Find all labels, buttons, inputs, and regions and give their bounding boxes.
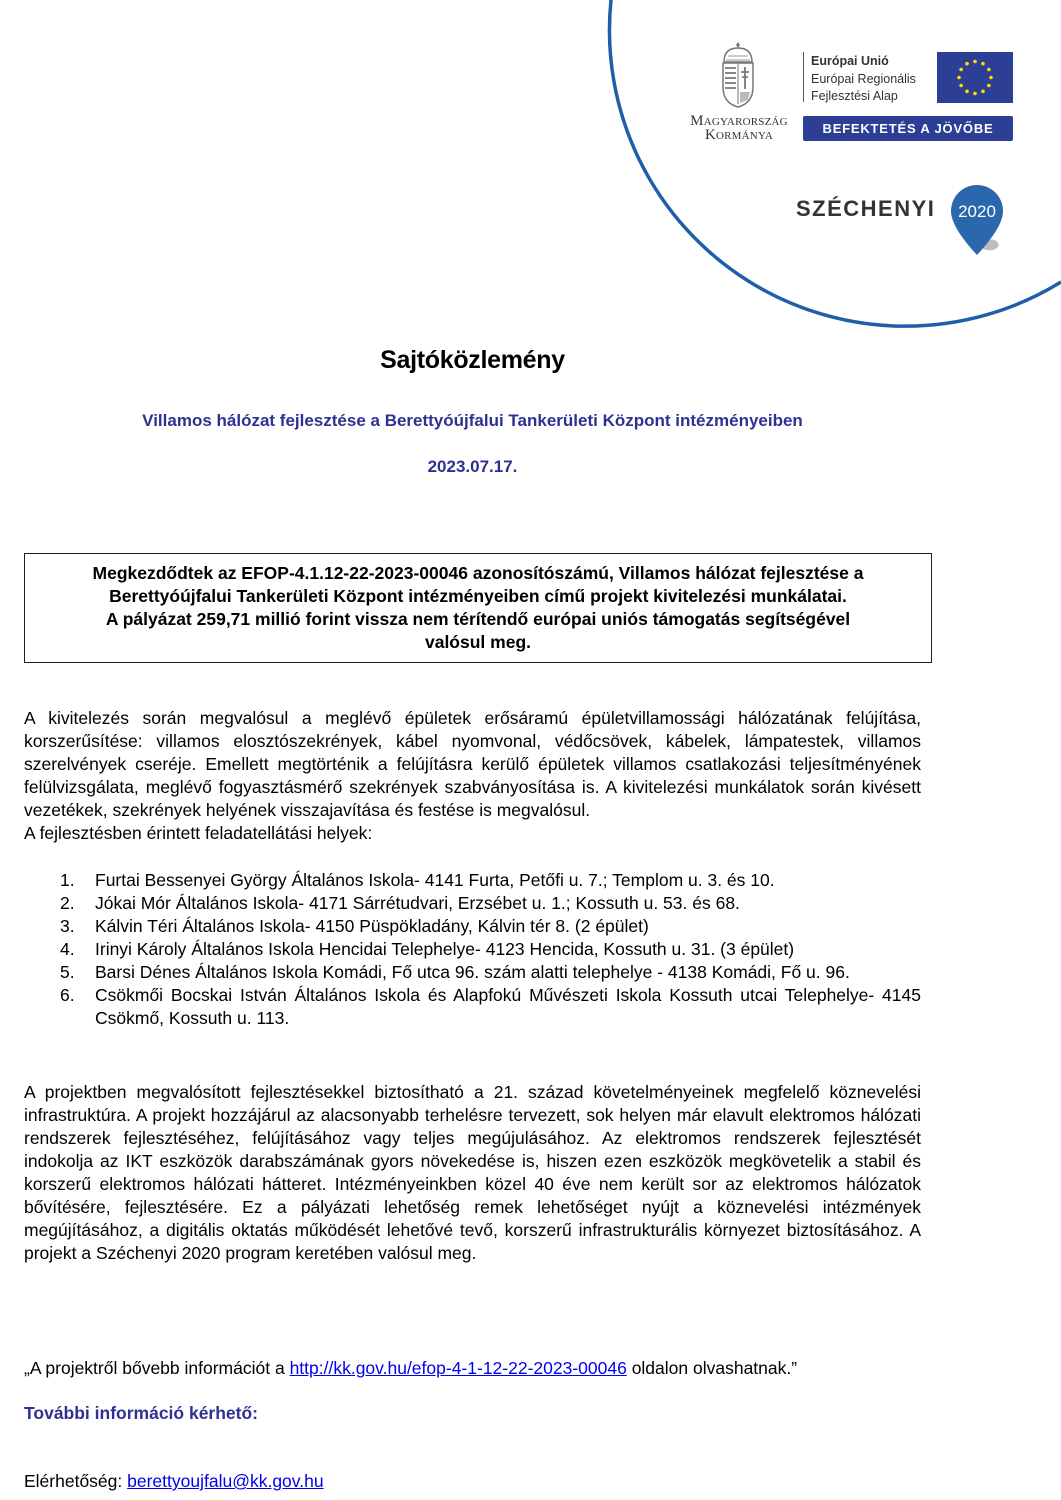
szechenyi-2020-pin-icon xyxy=(949,183,1005,258)
eu-logo-line1: Európai Unió xyxy=(811,54,889,68)
eu-star-icon xyxy=(965,62,969,66)
body-paragraph-1 xyxy=(24,707,921,845)
hungarian-coat-of-arms-icon xyxy=(718,40,758,110)
page-title: Sajtóközlemény xyxy=(380,346,565,374)
list-number: 3. xyxy=(60,916,75,936)
eu-logo-text xyxy=(811,53,916,106)
list-number: 2. xyxy=(60,893,75,913)
eu-star-icon xyxy=(973,92,977,96)
eu-star-icon xyxy=(981,62,985,66)
quote-text-after: oldalon olvashatnak.” xyxy=(626,1358,798,1378)
paragraph-1-text: A kivitelezés során megvalósul a meglévő épületek erősáramú épületvillamossági hálózatának felújítása, korszerűsítése: villamos elosztószekrények, kábel nyomvonal, védőcsövek, kábelek, lámpatestek, villamos szerelvények cseréje. Emellett megtörténik a felújításra kerülő épületek villamos csatlakozási teljesítményének felülvizsgálata, meglévő fogyasztásmérő szekrények szabványosítása is. A kivitelezési munkálatok során kivésett vezetékek, szekrények helyének visszajavítása és festése is megvalósul. xyxy=(24,708,921,820)
list-item-text: Barsi Dénes Általános Iskola Komádi, Fő utca 96. szám alatti telephelye - 4138 Komádi, Fő u. 96. xyxy=(95,962,850,982)
eu-star-icon xyxy=(987,68,991,72)
eu-flag-icon xyxy=(937,52,1013,103)
lead-line: A pályázat 259,71 millió forint vissza nem térítendő európai uniós támogatás segítségével xyxy=(105,609,851,629)
contact-label: Elérhetőség: xyxy=(24,1471,128,1491)
list-item xyxy=(24,915,921,938)
list-item xyxy=(24,869,921,892)
project-info-quote xyxy=(24,1357,797,1380)
eu-star-icon xyxy=(965,90,969,94)
locations-intro: A fejlesztésben érintett feladatellátási helyek: xyxy=(24,823,373,843)
eu-logo-line3: Fejlesztési Alap xyxy=(811,89,898,103)
document-subtitle: Villamos hálózat fejlesztése a Berettyóújfalui Tankerületi Központ intézményeiben xyxy=(142,411,803,430)
lead-line: valósul meg. xyxy=(424,632,531,652)
document-date: 2023.07.17. xyxy=(427,457,518,476)
list-item-text: Kálvin Téri Általános Iskola- 4150 Püspökladány, Kálvin tér 8. (2 épület) xyxy=(95,916,649,936)
more-info-heading: További információ kérhető: xyxy=(24,1403,259,1423)
eu-star-icon xyxy=(957,76,961,80)
szechenyi-year: 2020 xyxy=(958,202,996,221)
eu-logo-line2: Európai Regionális xyxy=(811,71,916,86)
list-item xyxy=(24,938,921,961)
eu-slogan-banner: BEFEKTETÉS A JÖVŐBE xyxy=(803,116,1013,141)
government-logo-text xyxy=(684,114,794,142)
list-number: 1. xyxy=(60,870,75,890)
list-number: 4. xyxy=(60,939,75,959)
list-item xyxy=(24,892,921,915)
list-item xyxy=(24,961,921,984)
list-item-text: Csökmői Bocskai István Általános Iskola és Alapfokú Művészeti Iskola Kossuth utcai Telephelye- 4145 Csökmő, Kossuth u. 113. xyxy=(95,985,921,1028)
gov-name-line1: Magyarország xyxy=(690,113,788,129)
contact-line xyxy=(24,1471,324,1492)
list-number: 5. xyxy=(60,962,75,982)
body-paragraph-2: A projektben megvalósított fejlesztésekkel biztosítható a 21. század követelményeinek megfelelő köznevelési infrastruktúra. A projekt hozzájárul az alacsonyabb terhelésre tervezett, sok helyen már elavult elektromos hálózati rendszerek fejlesztéséhez, felújításához vagy teljes megújulásához. Az elektromos rendszerek fejlesztését indokolja az IKT eszközök darabszámának gyors növekedése is, hiszen ezen eszközök megkövetelik a stabil és korszerű elektromos hálózati hátteret. Intézményeinkben közel 40 éve nem került sor az elektromos hálózatok bővítésére, fejlesztésére. Ez a pályázati lehetőség remek lehetőséget nyújt a köznevelési intézmények megújításához, a digitális oktatás működését lehetővé tevő, korszerű infrastrukturális környezet biztosításához. A projekt a Széchenyi 2020 program keretében valósul meg. xyxy=(24,1082,921,1263)
eu-star-icon xyxy=(981,90,985,94)
contact-email-link[interactable]: berettyoujfalu@kk.gov.hu xyxy=(127,1471,324,1491)
decorative-arc xyxy=(0,0,1061,340)
eu-star-icon xyxy=(989,76,993,80)
lead-line: Megkezdődtek az EFOP-4.1.12-22-2023-00046 azonosítószámú, Villamos hálózat fejlesztése a xyxy=(92,563,864,583)
locations-list xyxy=(24,869,921,1030)
eu-star-icon xyxy=(959,68,963,72)
list-item xyxy=(24,984,921,1030)
gov-name-line2: Kormánya xyxy=(704,127,774,143)
project-link[interactable]: http://kk.gov.hu/efop-4-1-12-22-2023-00046 xyxy=(289,1358,627,1378)
eu-star-icon xyxy=(987,84,991,88)
szechenyi-logo-text: SZÉCHENYI xyxy=(796,196,936,221)
list-item-text: Jókai Mór Általános Iskola- 4171 Sárrétudvari, Erzsébet u. 1.; Kossuth u. 53. és 68. xyxy=(95,893,740,913)
eu-logo-divider xyxy=(803,52,804,102)
eu-star-icon xyxy=(973,60,977,64)
list-item-text: Irinyi Károly Általános Iskola Hencidai Telephelye- 4123 Hencida, Kossuth u. 31. (3 épület) xyxy=(95,939,795,959)
list-item-text: Furtai Bessenyei György Általános Iskola- 4141 Furta, Petőfi u. 7.; Templom u. 3. és 10. xyxy=(95,870,775,890)
lead-summary-box xyxy=(24,553,932,663)
eu-star-icon xyxy=(959,84,963,88)
lead-line: Berettyóújfalui Tankerületi Központ intézményeiben című projekt kivitelezési munkálatai. xyxy=(109,586,847,606)
list-number: 6. xyxy=(60,985,75,1005)
quote-text-before: „A projektről bővebb információt a xyxy=(24,1358,290,1378)
